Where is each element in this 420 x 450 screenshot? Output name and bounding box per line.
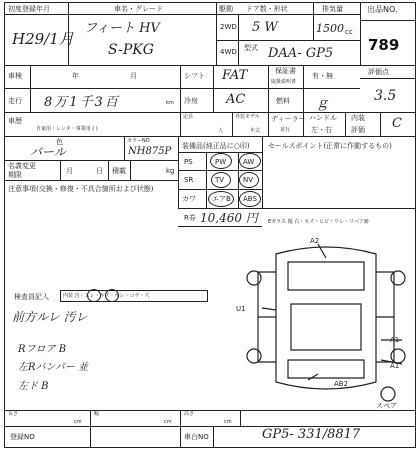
interior-value: C	[392, 116, 402, 131]
color-no-label: カラーNO	[127, 138, 150, 144]
note-1: 前方ルレ 汚レ	[12, 310, 88, 324]
color-label: 色	[56, 138, 63, 146]
displacement-value: 1500	[316, 22, 344, 35]
shift-label: シフト	[184, 72, 205, 80]
inspection-label: 車検	[8, 72, 22, 80]
circle-scuff	[105, 289, 119, 302]
model-change-sub: 年式	[250, 128, 261, 134]
name-grade-label: 車名・グレード	[114, 5, 163, 13]
equip-airbag: エアB	[212, 195, 231, 203]
score-label: 評価点	[368, 68, 389, 76]
first-reg-label: 初度登録年月	[8, 5, 50, 13]
ac-value: AC	[226, 92, 246, 107]
legend-text: Eガラス 傷 右・キズ・ヒビ・ワレ・リペア跡	[268, 219, 369, 225]
lot-label: 出品NO.	[367, 5, 398, 14]
warranty-value: 有・無	[312, 72, 333, 80]
inspection-month-label: 月	[130, 72, 137, 80]
loading-kg: kg	[166, 167, 175, 175]
warranty-sub: 取扱説明書	[271, 79, 297, 85]
r-ticket-label: R券	[184, 214, 196, 222]
deadline-label: 期限	[8, 171, 22, 179]
equip-ps: PS	[184, 158, 193, 166]
interior-label: 内装	[351, 114, 365, 122]
equip-kawa: カワ	[182, 195, 196, 203]
note-2: Rフロア B	[18, 344, 67, 355]
mileage-unit: km	[166, 100, 174, 106]
mileage-value: 8万1千3百	[44, 95, 120, 110]
reg-no-label: 登録NO	[10, 433, 35, 441]
chassis-value: GP5- 331/8817	[262, 427, 361, 442]
name-change-label: 名義変更	[8, 162, 36, 170]
note-3: 左Rバンパー 並	[18, 362, 89, 373]
width-cm: cm	[164, 419, 172, 425]
lot-value: 789	[368, 36, 400, 54]
length-label: 長さ	[8, 411, 19, 417]
fuel-label: 燃料	[276, 97, 290, 105]
diagram-label-a2: A2	[310, 237, 320, 245]
equip-nv: NV	[243, 176, 254, 184]
first-reg-value: H29/1月	[12, 30, 74, 48]
equip-aw: AW	[243, 158, 255, 166]
ac-label: 冷房	[184, 97, 198, 105]
grade-value: S-PKG	[108, 42, 154, 58]
circle-aw	[239, 153, 261, 169]
interior-check-text: 内装 汚・スレ・キズ・キレ・コゲ・穴	[63, 293, 150, 299]
model-change-label: 外装モデル	[235, 114, 260, 120]
door-value: 5 W	[252, 20, 278, 35]
loading-label: 積載	[112, 167, 126, 175]
height-label: 高さ	[184, 411, 195, 417]
dealer-label: ディーラー	[271, 115, 306, 123]
circle-nv	[239, 172, 259, 188]
equip-abs: ABS	[243, 195, 257, 203]
car-diagram	[236, 232, 416, 410]
car-name-value: フィート HV	[84, 21, 160, 36]
diagram-label-u1: U1	[236, 305, 246, 313]
usage-label: 車歴	[8, 117, 22, 125]
length-cm: cm	[74, 419, 82, 425]
circle-airbag	[208, 191, 234, 207]
diagram-label-a1-top: A1	[390, 336, 400, 344]
drive-4wd: 4WD	[220, 48, 237, 56]
note-4: 左ド B	[18, 381, 49, 392]
handle-value: 左・右	[311, 126, 332, 134]
drive-2wd: 2WD	[220, 23, 237, 31]
color-value: パール	[30, 145, 66, 159]
cc-unit: cc	[345, 28, 353, 36]
model-label: 型式	[244, 44, 258, 52]
door-label: ドア数・形状	[246, 5, 288, 13]
displacement-label: 排気量	[322, 5, 343, 13]
deadline-day: 日	[96, 167, 103, 175]
equip-pw: PW	[215, 158, 227, 166]
circle-abs	[239, 191, 261, 207]
equip-label: 装備品(純正品に○印)	[182, 142, 250, 150]
r-ticket-value: 10,460 円	[200, 211, 258, 225]
handle-label: ハンドル	[309, 114, 337, 122]
inspection-year-label: 年	[72, 72, 79, 80]
color-no-value: NH875P	[128, 146, 172, 157]
fuel-value: ｇ	[316, 96, 330, 111]
deadline-month: 月	[66, 167, 73, 175]
drive-label: 駆動	[219, 5, 233, 13]
circle-dirt	[87, 289, 101, 302]
model-value: DAA- GP5	[268, 46, 334, 61]
height-cm: cm	[224, 419, 232, 425]
equip-sr: SR	[184, 176, 194, 184]
shift-value: FAT	[222, 68, 248, 83]
width-label: 幅	[94, 411, 100, 417]
inspector-label: 検査員記入	[14, 293, 49, 301]
warranty-label: 保証書	[275, 67, 296, 75]
capacity-unit: 人	[218, 128, 224, 134]
diagram-label-ab2: AB2	[334, 380, 349, 388]
interior-sub: 評価	[351, 126, 365, 134]
mileage-label: 走行	[8, 97, 22, 105]
equip-tv: TV	[215, 176, 225, 184]
capacity-label: 定員	[183, 114, 194, 120]
circle-tv	[211, 172, 231, 188]
caution-label: 注意事項(交換・修復・不具合箇所および状態)	[8, 185, 154, 193]
score-value: 3.5	[374, 88, 397, 104]
sales-point-label: セールスポイント(正常に作動するもの)	[268, 142, 392, 150]
spare-label: スペア	[376, 402, 397, 410]
circle-pw	[210, 153, 232, 169]
diagram-label-a1-bottom: A1	[390, 362, 400, 370]
dealer-sub: 並行	[280, 127, 291, 133]
chassis-label: 車台NO	[184, 433, 209, 441]
usage-options: 自家用・レンタ・事業用 ( )	[36, 126, 98, 132]
